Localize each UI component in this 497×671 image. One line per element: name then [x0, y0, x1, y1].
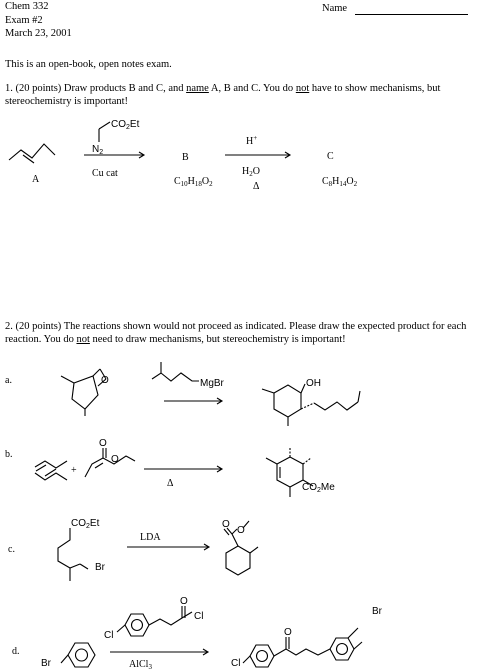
- course-title: Chem 332: [5, 1, 49, 12]
- lda-reagent: LDA: [140, 532, 161, 543]
- product-a-cyclohexanol: [262, 378, 360, 426]
- condition-cu-cat: Cu cat: [92, 168, 118, 179]
- acid-chloride-reagent: [104, 596, 203, 641]
- starting-ester-label: $CO_2Et$: [71, 518, 100, 530]
- epoxide-starting-material: [61, 369, 109, 416]
- product-c-ester: [222, 519, 258, 575]
- product-c-ether-o: O: [237, 525, 245, 536]
- heat-symbol: Δ: [253, 181, 260, 192]
- exam-number: Exam #2: [5, 15, 43, 26]
- aryl-bromide-label: Br: [41, 658, 51, 669]
- product-d-ketone: [231, 606, 383, 669]
- plus-sign: +: [71, 465, 77, 476]
- acyl-chloride-label: Cl: [194, 611, 204, 622]
- mgbr-label: MgBr: [200, 378, 224, 389]
- formula-c: $C_8H_{14}O_2$: [322, 176, 358, 188]
- label-a: A: [32, 174, 40, 185]
- label-b: B: [182, 152, 189, 163]
- molecule-a-hexene: [9, 144, 55, 163]
- acid-chloride-oxygen: O: [180, 596, 188, 607]
- part-a-label: a.: [5, 375, 12, 386]
- product-b-ester: $CO_2Me$: [302, 482, 335, 494]
- bromide-label: Br: [95, 562, 105, 573]
- reagent-h-plus: H+: [246, 134, 258, 147]
- question-1-text: 1. (20 points) Draw products B and C, and name A, B and C. You do not have to show mechanisms, but stereochemistry is important!: [5, 83, 441, 108]
- bromo-ester-starting-material: [58, 518, 106, 581]
- aluminum-chloride-catalyst: AlCl$_3$: [129, 659, 152, 671]
- product-chloride-label: Cl: [231, 658, 241, 669]
- product-bromide-label: Br: [372, 606, 382, 617]
- reagent-n2-label: $N_2$: [92, 144, 104, 156]
- bromobenzene: [41, 643, 95, 669]
- question-2-text: 2. (20 points) The reactions shown would not proceed as indicated. Please draw the expected product for each reaction. You do not need to draw mechanisms, but stereochemistry is important!: [5, 321, 467, 346]
- part-b-label: b.: [5, 449, 13, 460]
- hexadiene-diene: [35, 461, 67, 480]
- ester-ether-o: O: [111, 454, 119, 465]
- exam-date: March 23, 2001: [5, 28, 72, 39]
- ring-chloride-label: Cl: [104, 630, 114, 641]
- part-c-label: c.: [8, 544, 15, 555]
- product-b-cyclohexene: [266, 448, 335, 497]
- name-label: Name: [322, 3, 348, 14]
- heat-symbol-b: Δ: [167, 478, 174, 489]
- formula-b: $C_{10}H_{18}O_2$: [174, 176, 213, 188]
- product-a-hydroxyl: OH: [306, 378, 321, 389]
- diazoester-reagent: [92, 119, 140, 156]
- ethyl-crotonate: [85, 438, 135, 477]
- exam-instructions: This is an open-book, open notes exam.: [5, 59, 172, 70]
- label-c: C: [327, 151, 334, 162]
- product-c-carbonyl-o: O: [222, 519, 230, 530]
- reagent-water: $H_2O$: [242, 166, 260, 178]
- ester-carbonyl-o: O: [99, 438, 107, 449]
- epoxide-oxygen: O: [101, 375, 109, 386]
- part-d-label: d.: [12, 646, 20, 657]
- reagent-ester-label: $CO_2Et$: [111, 119, 140, 131]
- product-ketone-oxygen: O: [284, 627, 292, 638]
- grignard-reagent: [152, 362, 225, 389]
